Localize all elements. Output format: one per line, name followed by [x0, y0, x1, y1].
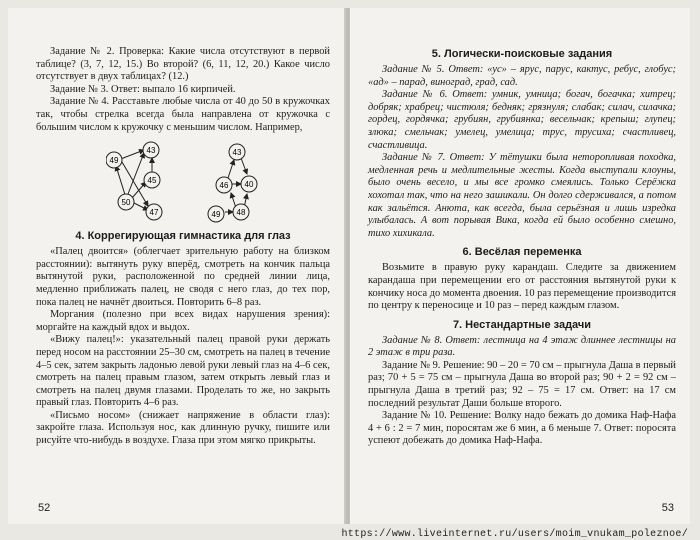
left-page: [8, 8, 346, 524]
diagram-2-label: 46: [219, 181, 229, 191]
exercise-blinking: Моргания (полезно при всех видах нарушения зрения): моргайте на каждый вдох и выдох.: [36, 309, 330, 333]
diagram-2-label: 40: [244, 180, 254, 190]
section-4-title: 4. Коррегирующая гимнастика для глаз: [75, 230, 291, 243]
exercise-nose-writing: «Письмо носом» (снижает напряжение в области глаз): закройте глаза. Используя нос, как длинную ручку, пишите или рисуйте что-нибудь в воздухе. Глаза при этом мягко прикрыты.: [36, 409, 330, 447]
diagram-2: [208, 144, 257, 222]
diagram-1-label: 47: [149, 208, 159, 218]
section-6-title: 6. Весёлая переменка: [462, 246, 582, 259]
diagram-1-label: 45: [147, 176, 157, 186]
task-9-solution: Задание № 9. Решение: 90 – 20 = 70 см – прыгнула Даша в первый раз; 70 + 5 = 75 см – прыгнула Даша во второй раз; 90 + 2 = 92 см – прыгнула Даша в третий раз; 92 – 75 = 17 см. Ответ: на 17 см последний результат Даши больше второго.: [368, 359, 676, 409]
section-5-title: 5. Логически-поисковые задания: [431, 48, 613, 60]
task-10-solution: Задание № 10. Решение: Волку надо бежать до домика Наф-Нафа 4 + 6 : 2 = 7 мин, поросятам же 6 мин, а 6 меньше 7. Ответ: поросята успеют добежать до домика Наф-Нафа.: [368, 410, 676, 447]
diagram-1: [106, 142, 162, 220]
diagram-2-label: 49: [211, 210, 221, 220]
section-7-title: 7. Нестандартные задачи: [452, 318, 592, 331]
break-exercise: Возьмите в правую руку карандаш. Следите за движением карандаша при перемещении его от расстояния вытянутой руки к кончику носа до момента двоения. 10 раз перемещение производится по центру к переносице и 10 раз – перед каждым глазом.: [368, 262, 677, 312]
right-page: [350, 8, 690, 524]
task-6-answer: Задание № 6. Ответ: умник, умница; богач, богачка; хитрец; добряк; храбрец; чистюля; бедняк; грязнуля; слабак; силач, силачка; гордец, гордячка; грубиян, грубиянка; весельчак; крепыш; глупец; злюка; смельчак; умелец, умелица; трус, трусиха; счастливец, счастливица.: [368, 89, 676, 151]
diagram-1-label: 50: [121, 198, 131, 208]
task-7-answer: Задание № 7. Ответ: У тётушки была неторопливая походка, медленная речь и медлительные жесты. Когда выступали клоуны, было очень весело, и мы все громко смеялись. Только Серёжка хохотал так, что на него зашикали. Он долго сдерживался, а потом как зальётся. Анюта, как всегда, была серьёзная и лишь изредка улыбалась. А вот порывая Вика, когда ей было особенно смешно, тихо хихикала.: [368, 152, 676, 239]
source-url-watermark: https://www.liveinternet.ru/users/moim_vnukam_poleznoe/: [341, 529, 688, 540]
page-number-right: 53: [661, 502, 674, 514]
diagram-1-label: 49: [109, 156, 119, 166]
diagram-1-label: 43: [146, 146, 156, 156]
task-5-answer: Задание № 5. Ответ: «ус» – ярус, парус, кактус, ребус, глобус; «ад» – парад, виноград, град, сад.: [368, 64, 676, 88]
task-3-paragraph: Задание № 3. Ответ: выпало 16 кирпичей.: [50, 83, 236, 95]
exercise-see-finger: «Вижу палец!»: указательный палец правой руки держать перед носом на расстоянии 25–30 см, смотреть на палец в течение 4–5 сек, затем закрыть ладонью левой руки левый глаз на 4–6 сек, смотреть на палец правым глазом, затем открыть левый глаз и смотреть на палец двумя глазами. Проделать то же, но закрыть правый глаз. Повторить 4–6 раз.: [36, 334, 330, 409]
page-number-left: 52: [38, 502, 51, 514]
task-4-paragraph: Задание № 4. Расставьте любые числа от 40 до 50 в кружочках так, чтобы стрелка всегда была направлена от кружочка с большим числом к кружочку с меньшим числом. Например,: [36, 96, 330, 133]
diagram-2-label: 48: [236, 208, 246, 218]
number-arrow-diagrams: [106, 138, 286, 224]
task-8-answer: Задание № 8. Ответ: лестница на 4 этаж длиннее лестницы на 2 этаж в три раза.: [368, 334, 676, 359]
exercise-finger-doubling: «Палец двоится» (облегчает зрительную работу на близком расстоянии): вытянуть руку вперёд, смотреть на кончик пальца вытянутой руки, расположенной по средней линии лица, медленно приближать палец, не сводя с него глаз, до тех пор, пока палец не начнёт двоиться. Повторить 6–8 раз.: [36, 246, 330, 308]
diagram-2-label: 43: [232, 148, 242, 158]
task-2-paragraph: Задание № 2. Проверка: Какие числа отсутствуют в первой таблице? (3, 7, 12, 15.) Во второй? (6, 11, 12, 20.) Какое число отсутствует в двух таблицах? (12.): [36, 46, 330, 83]
